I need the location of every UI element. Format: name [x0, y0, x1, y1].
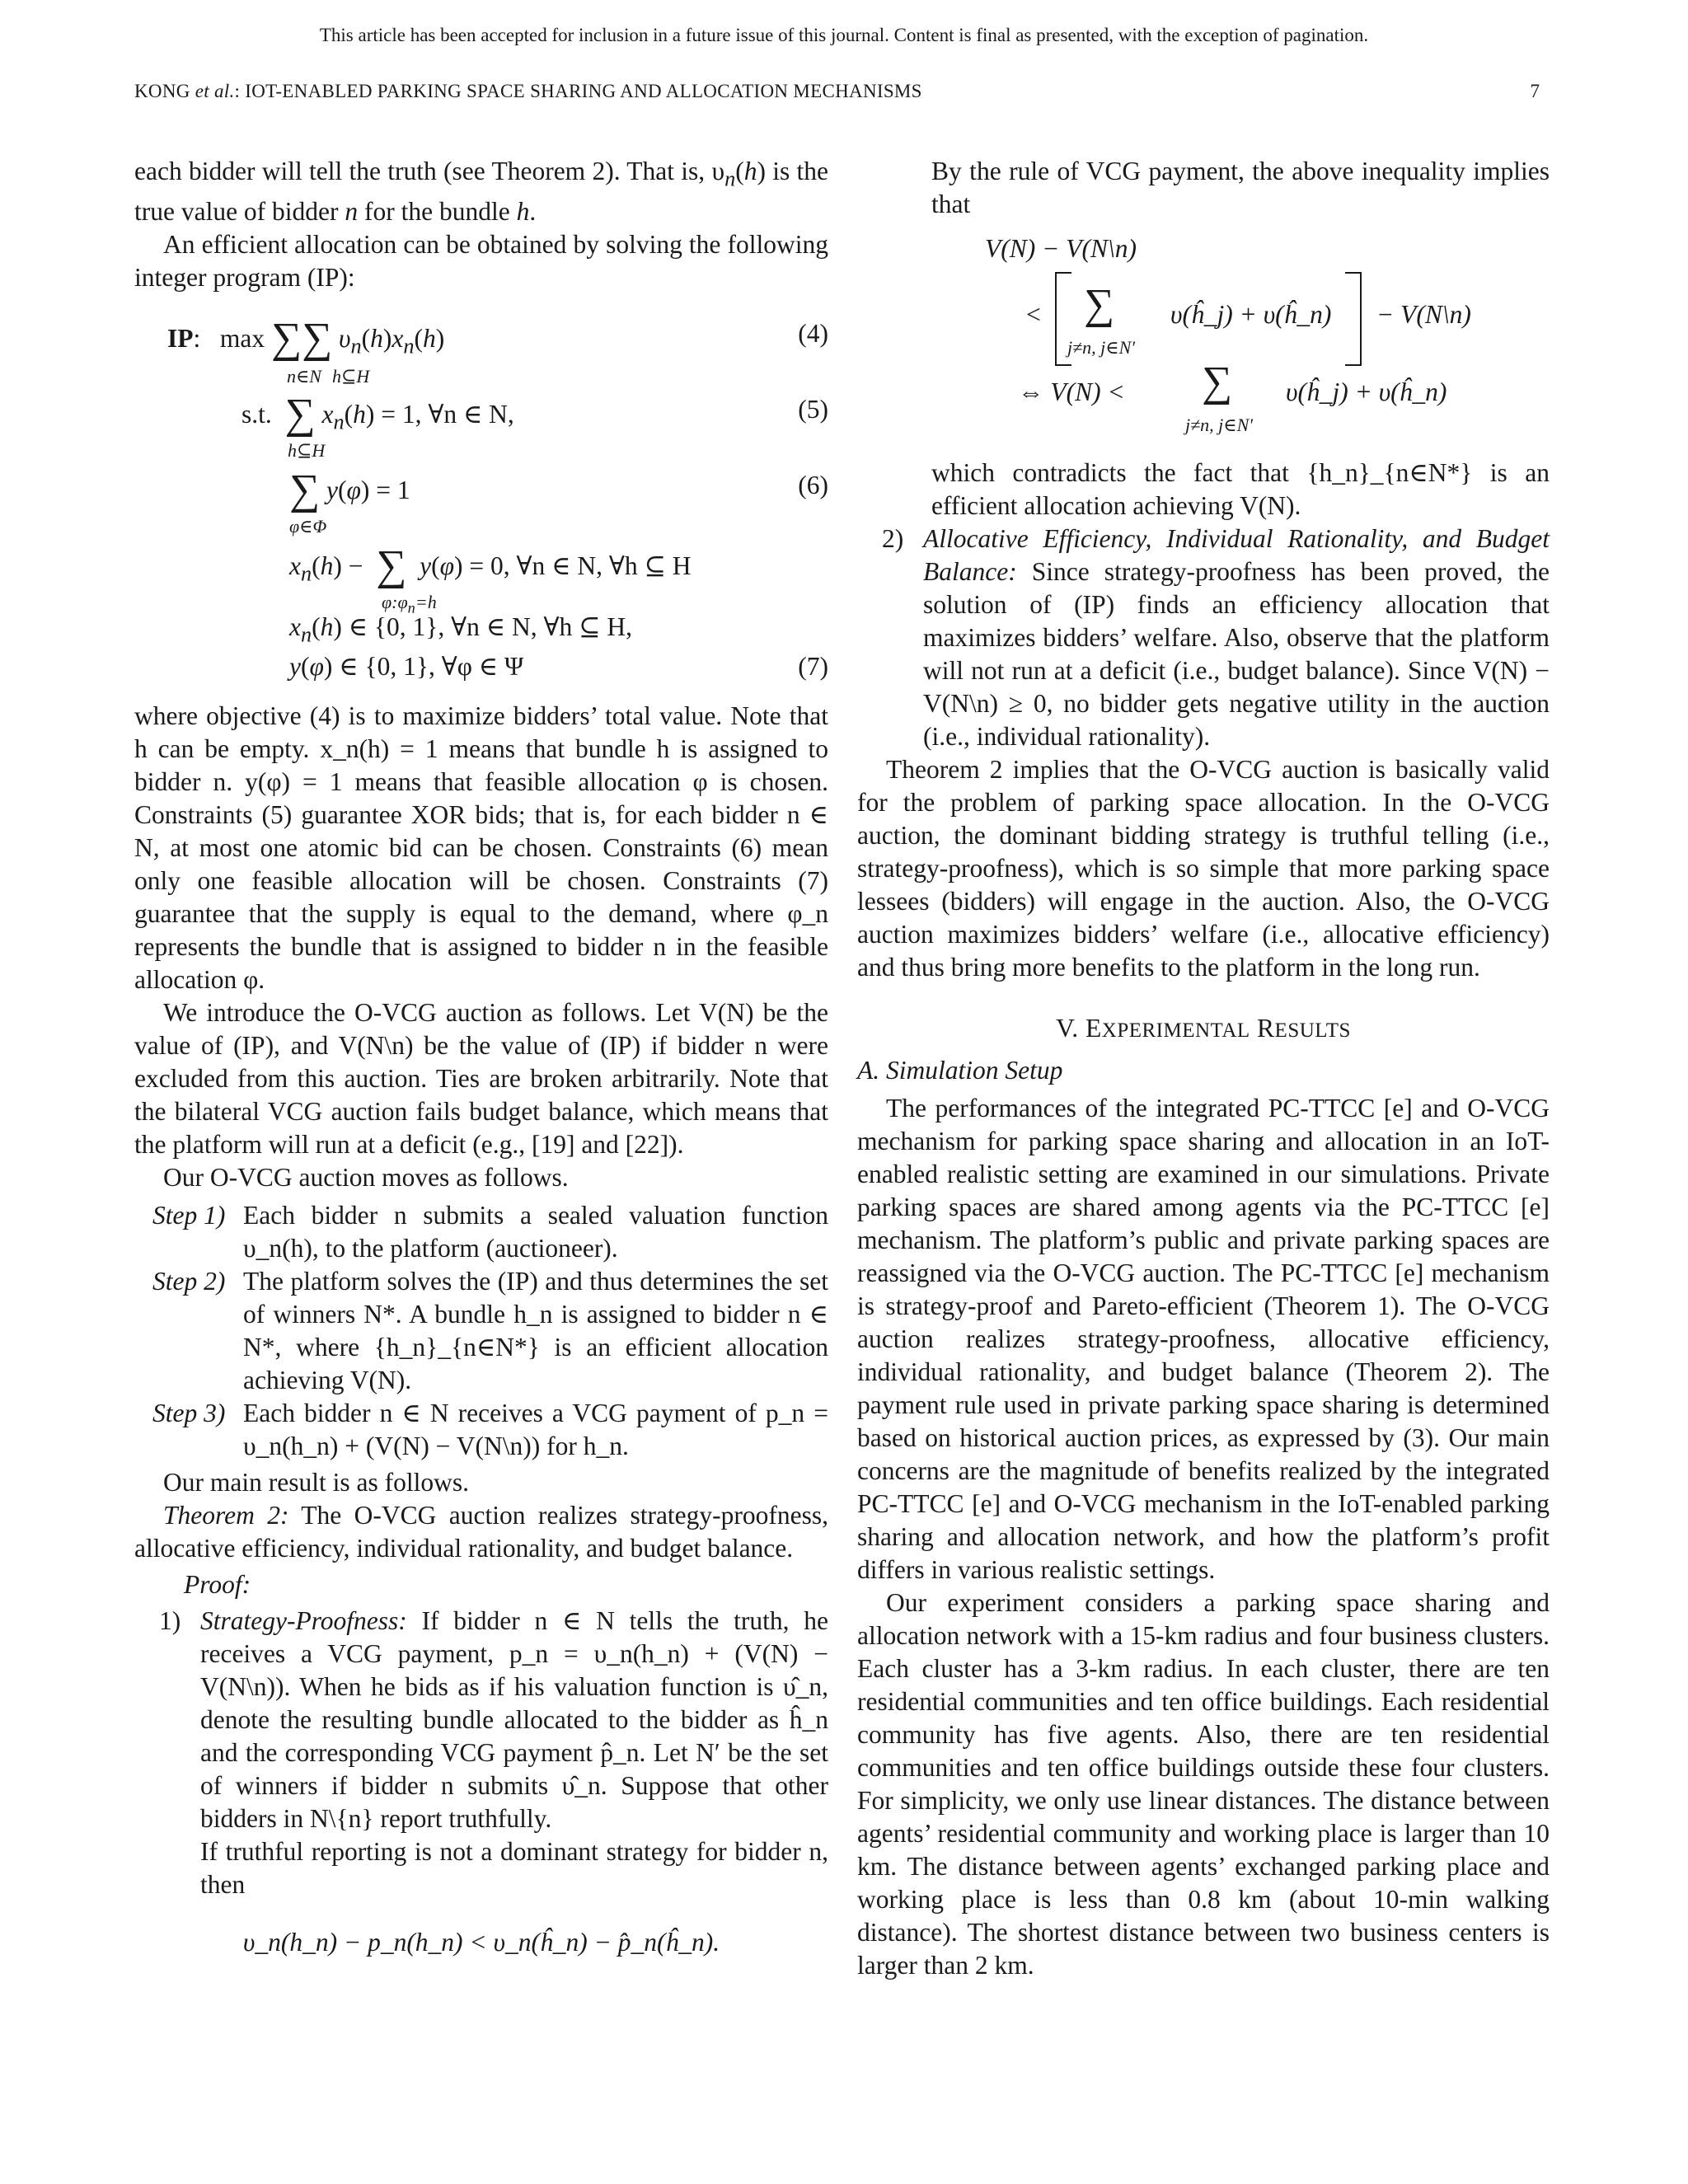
constraint-7c: y(φ) ∈ {0, 1}, ∀φ ∈ Ψ [289, 652, 524, 682]
inequality: υ_n(h_n) − p_n(h_n) < υ_n(ĥ_n) − p̂_n(ĥ_n). [242, 1928, 720, 1957]
constraint-6-subscript: φ∈Φ [289, 516, 327, 537]
st-label: s.t. [241, 400, 272, 429]
constraint-7b: $x_n(h)$ ∈ {0, 1}, ∀n ∈ N, ∀h ⊆ H, [289, 612, 633, 647]
eq-number-7: (7) [798, 652, 828, 682]
left-para-1: each bidder will tell the truth (see Theorem 2). That is, $\upsilon_n(h)$ is the true value of bidder n for the bundle h. [134, 157, 828, 227]
derivation-line-3-pre: ⇔ V(N) < [1018, 377, 1125, 406]
derivation-line-2-term: υ(ĥ_j) + υ(ĥ_n) [1170, 300, 1332, 329]
left-para-1-a: each bidder will tell the truth (see Theorem 2). That is, υ [134, 157, 725, 185]
step-3-label: Step 3) [152, 1399, 226, 1428]
proof-item-2-text: Since strategy-proofness has been proved, the solution of (IP) finds an efficiency allocation that maximizes bidders’ welfare. Also, observe that the platform will not run at a deficit (i.e., budget balance). Since V(N) − V(N\n) ≥ 0, no bidder gets negative utility in the auction (i.e., individual rationality). [923, 557, 1550, 751]
proof-label [134, 1568, 828, 1601]
eq-number-5: (5) [798, 395, 828, 424]
constraint-6: ∑ y(φ) = 1 [289, 466, 410, 514]
left-para-5: Our O-VCG auction moves as follows. [163, 1163, 569, 1193]
objective-term: $\upsilon_n(h)x_n(h)$ [339, 324, 445, 359]
right-para-5: Our experiment considers a parking space sharing and allocation network with a 15-km radius and four business clusters. Each cluster has a 3-km radius. In each cluster, there are ten residential communities and ten office buildings. Each residential community has five agents. Also, there are ten residential communities and ten office buildings outside these four clusters. For simplicity, we only use linear distances. The distance between agents’ residential community and working place is larger than 10 km. The distance between agents’ exchanged parking place and working place is less than 0.8 km (about 10-min walking distance). The shortest distance between two business centers is larger than 2 km. [857, 1588, 1550, 1980]
derivation-line-2-tail: − V(N\n) [1376, 300, 1471, 329]
derivation-line-2-subscript: j≠n, j∈N′ [1067, 337, 1136, 358]
constraint-5-rhs: = 1, ∀n ∈ N, [381, 400, 514, 429]
page-number: 7 [1530, 81, 1540, 101]
constraint-6-rhs: = 1 [376, 476, 410, 505]
step-2-label: Step 2) [152, 1267, 226, 1296]
proof-item-1-text-2: If truthful reporting is not a dominant strategy for bidder n, then [200, 1837, 828, 1900]
step-2 [152, 1265, 828, 1397]
derivation-lt: < [1026, 300, 1041, 329]
constraint-7a-rhs: = 0, ∀n ∈ N, ∀h ⊆ H [469, 551, 692, 581]
theorem-label: Theorem 2: [163, 1501, 289, 1530]
section-title-R: R [1257, 1014, 1275, 1043]
proof-item-2-number: 2) [882, 524, 904, 553]
right-bracket [1345, 272, 1362, 366]
ip-equation-block [134, 311, 828, 682]
left-para-1-c: for the bundle [358, 197, 517, 227]
running-head-title: : IOT-ENABLED PARKING SPACE SHARING AND ALLOCATION MECHANISMS [234, 81, 922, 101]
left-para-2: An efficient allocation can be obtained by solving the following integer program (IP): [134, 230, 828, 293]
proof-item-1 [159, 1605, 828, 1901]
step-2-text: The platform solves the (IP) and thus determines the set of winners N*. A bundle h_n is assigned to bidder n ∈ N*, where {h_n}_{n∈N*} is an efficient allocation achieving V(N). [243, 1267, 828, 1395]
objective-subscript-h: h⊆H [332, 366, 370, 387]
right-para-3: Theorem 2 implies that the O-VCG auction is basically valid for the problem of parking space allocation. In the O-VCG auction, the dominant bidding strategy is truthful telling (i.e., strategy-proofness), which is so simple that more parking space lessees (bidders) will engage in the auction. Also, the O-VCG auction maximizes bidders’ welfare (i.e., allocative efficiency) and thus bring more benefits to the platform in the long run. [857, 755, 1550, 982]
proof-item-2-title: Allocative Efficiency, Individual Rationality, and Budget Balance: [923, 524, 1550, 586]
left-para-1-b: is the true value of bidder [134, 157, 828, 227]
proof-item-2 [882, 523, 1550, 753]
eq-number-6: (6) [798, 471, 828, 500]
constraint-5: s.t. ∑ $x_n(h) = 1$, ∀n ∈ N, [241, 391, 514, 438]
auction-steps [152, 1199, 828, 1463]
step-3-text: Each bidder n ∈ N receives a VCG payment of p_n = υ_n(h_n) + (V(N) − V(N\n)) for h_n. [243, 1399, 828, 1461]
max-operator: max [219, 324, 265, 354]
derivation-line-2-sum: ∑ [1084, 281, 1115, 328]
theorem-2 [134, 1499, 828, 1565]
left-para-3: where objective (4) is to maximize bidders’ total value. Note that h can be empty. x_n(h) = 1 means that bundle h is assigned to bidder n. y(φ) = 1 means that feasible allocation φ is chosen. Constraints (5) guarantee XOR bids; that is, for each bidder n ∈ N, at most one atomic bid can be chosen. Constraints (6) mean only one feasible allocation will be chosen. Constraints (7) guarantee that the supply is equal to the demand, where φ_n represents the bundle that is assigned to bidder n in the feasible allocation φ. [134, 701, 828, 995]
vcg-derivation [857, 226, 1550, 450]
step-1-text: Each bidder n submits a sealed valuation function υ_n(h), to the platform (auctioneer). [243, 1201, 828, 1263]
proof-item-1-title: Strategy-Proofness: [200, 1606, 407, 1636]
constraint-7a-subscript: $\varphi:\varphi_n=h$ [382, 592, 437, 616]
constraint-5-subscript: h⊆H [288, 440, 326, 462]
section-number: V. [1056, 1014, 1079, 1043]
derivation-line-3-term: υ(ĥ_j) + υ(ĥ_n) [1286, 377, 1447, 406]
acceptance-banner: This article has been accepted for inclusion in a future issue of this journal. Content is final as presented, with the exception of pagination. [319, 25, 1369, 45]
right-para-1: By the rule of VCG payment, the above inequality implies that [931, 157, 1550, 218]
running-head [134, 81, 922, 102]
running-head-etal: et al. [195, 81, 235, 101]
derivation-line-3-subscript: j≠n, j∈N′ [1185, 415, 1254, 435]
proof-item-1-body [200, 1605, 828, 1901]
section-title-E: E [1085, 1014, 1102, 1043]
left-para-4: We introduce the O-VCG auction as follows. Let V(N) be the value of (IP), and V(N\n) be the value of (IP) if bidder n were excluded from this auction. Ties are broken arbitrarily. Note that the bilateral VCG auction fails budget balance, which means that the platform will run at a deficit (e.g., [19] and [22]). [134, 998, 828, 1160]
left-column [134, 155, 828, 1959]
theorem-text: The O-VCG auction realizes strategy-proofness, allocative efficiency, individual rationality, and budget balance. [134, 1501, 828, 1563]
constraint-7b-text: ∈ {0, 1}, ∀n ∈ N, ∀h ⊆ H, [348, 612, 633, 642]
section-title-rest2: ESULTS [1274, 1019, 1351, 1042]
subsection-heading: A. Simulation Setup [857, 1056, 1063, 1085]
right-para-4: The performances of the integrated PC-TTCC [e] and O-VCG mechanism for parking space sharing and allocation in an IoT-enabled realistic setting are examined in our simulations. Private parking spaces are shared among agents via the PC-TTCC [e] mechanism. The platform’s public and private parking spaces are reassigned via the O-VCG auction. The PC-TTCC [e] mechanism is strategy-proof and Pareto-efficient (Theorem 1). The O-VCG auction realizes strategy-proofness, allocative efficiency, individual rationality, and budget balance (Theorem 2). The payment rule used in private parking space sharing is determined based on historical auction prices, as expressed by (3). Our main concerns are the magnitude of benefits realized by the integrated PC-TTCC [e] and O-VCG mechanism in the IoT-enabled parking sharing and allocation network, and how the platform’s profit differs in various realistic settings. [857, 1094, 1550, 1584]
constraint-7a-sub-text: φ:φ [382, 592, 408, 613]
ip-label: IP [167, 324, 194, 354]
objective-subscript-n: n∈N [287, 366, 321, 387]
step-1-label: Step 1) [152, 1201, 226, 1230]
proof-label-text: Proof: [184, 1570, 251, 1600]
derivation-line-3-sum: ∑ [1202, 359, 1233, 405]
right-para-2: which contradicts the fact that {h_n}_{n∈N*} is an efficient allocation achieving V(N). [931, 458, 1550, 520]
running-head-authors: KONG [134, 81, 190, 101]
proof-item-1-text: If bidder n ∈ N tells the truth, he receives a VCG payment, p_n = υ_n(h_n) + (V(N) − V(N\n)). When he bids as if his valuation function is υ̂_n, denote the resulting bundle allocated to the bidder as ĥ_n and the corresponding VCG payment p̂_n. Let N′ be the set of winners if bidder n submits υ̂_n. Suppose that other bidders in N\{n} report truthfully. [200, 1606, 828, 1834]
proof-item-2-body [923, 523, 1550, 753]
step-3 [152, 1397, 828, 1463]
right-column [857, 155, 1550, 1982]
section-heading [857, 1012, 1550, 1047]
objective-upsilon: υ [339, 324, 351, 354]
left-para-6: Our main result is as follows. [163, 1468, 469, 1497]
constraint-7a: $x_n(h)$ − ∑ y(φ) = 0, ∀n ∈ N, ∀h ⊆ H [289, 542, 692, 590]
step-1 [152, 1199, 828, 1265]
constraint-7c-text: ∈ {0, 1}, ∀φ ∈ Ψ [339, 652, 524, 682]
derivation-line-1: V(N) − V(N\n) [985, 234, 1137, 263]
section-title-rest1: XPERIMENTAL [1101, 1019, 1250, 1042]
proof-item-1-number: 1) [159, 1606, 181, 1636]
eq-number-4: (4) [798, 319, 828, 349]
ip-objective: IP: max ∑∑ $\upsilon_n(h)x_n(h)$ [167, 315, 445, 363]
